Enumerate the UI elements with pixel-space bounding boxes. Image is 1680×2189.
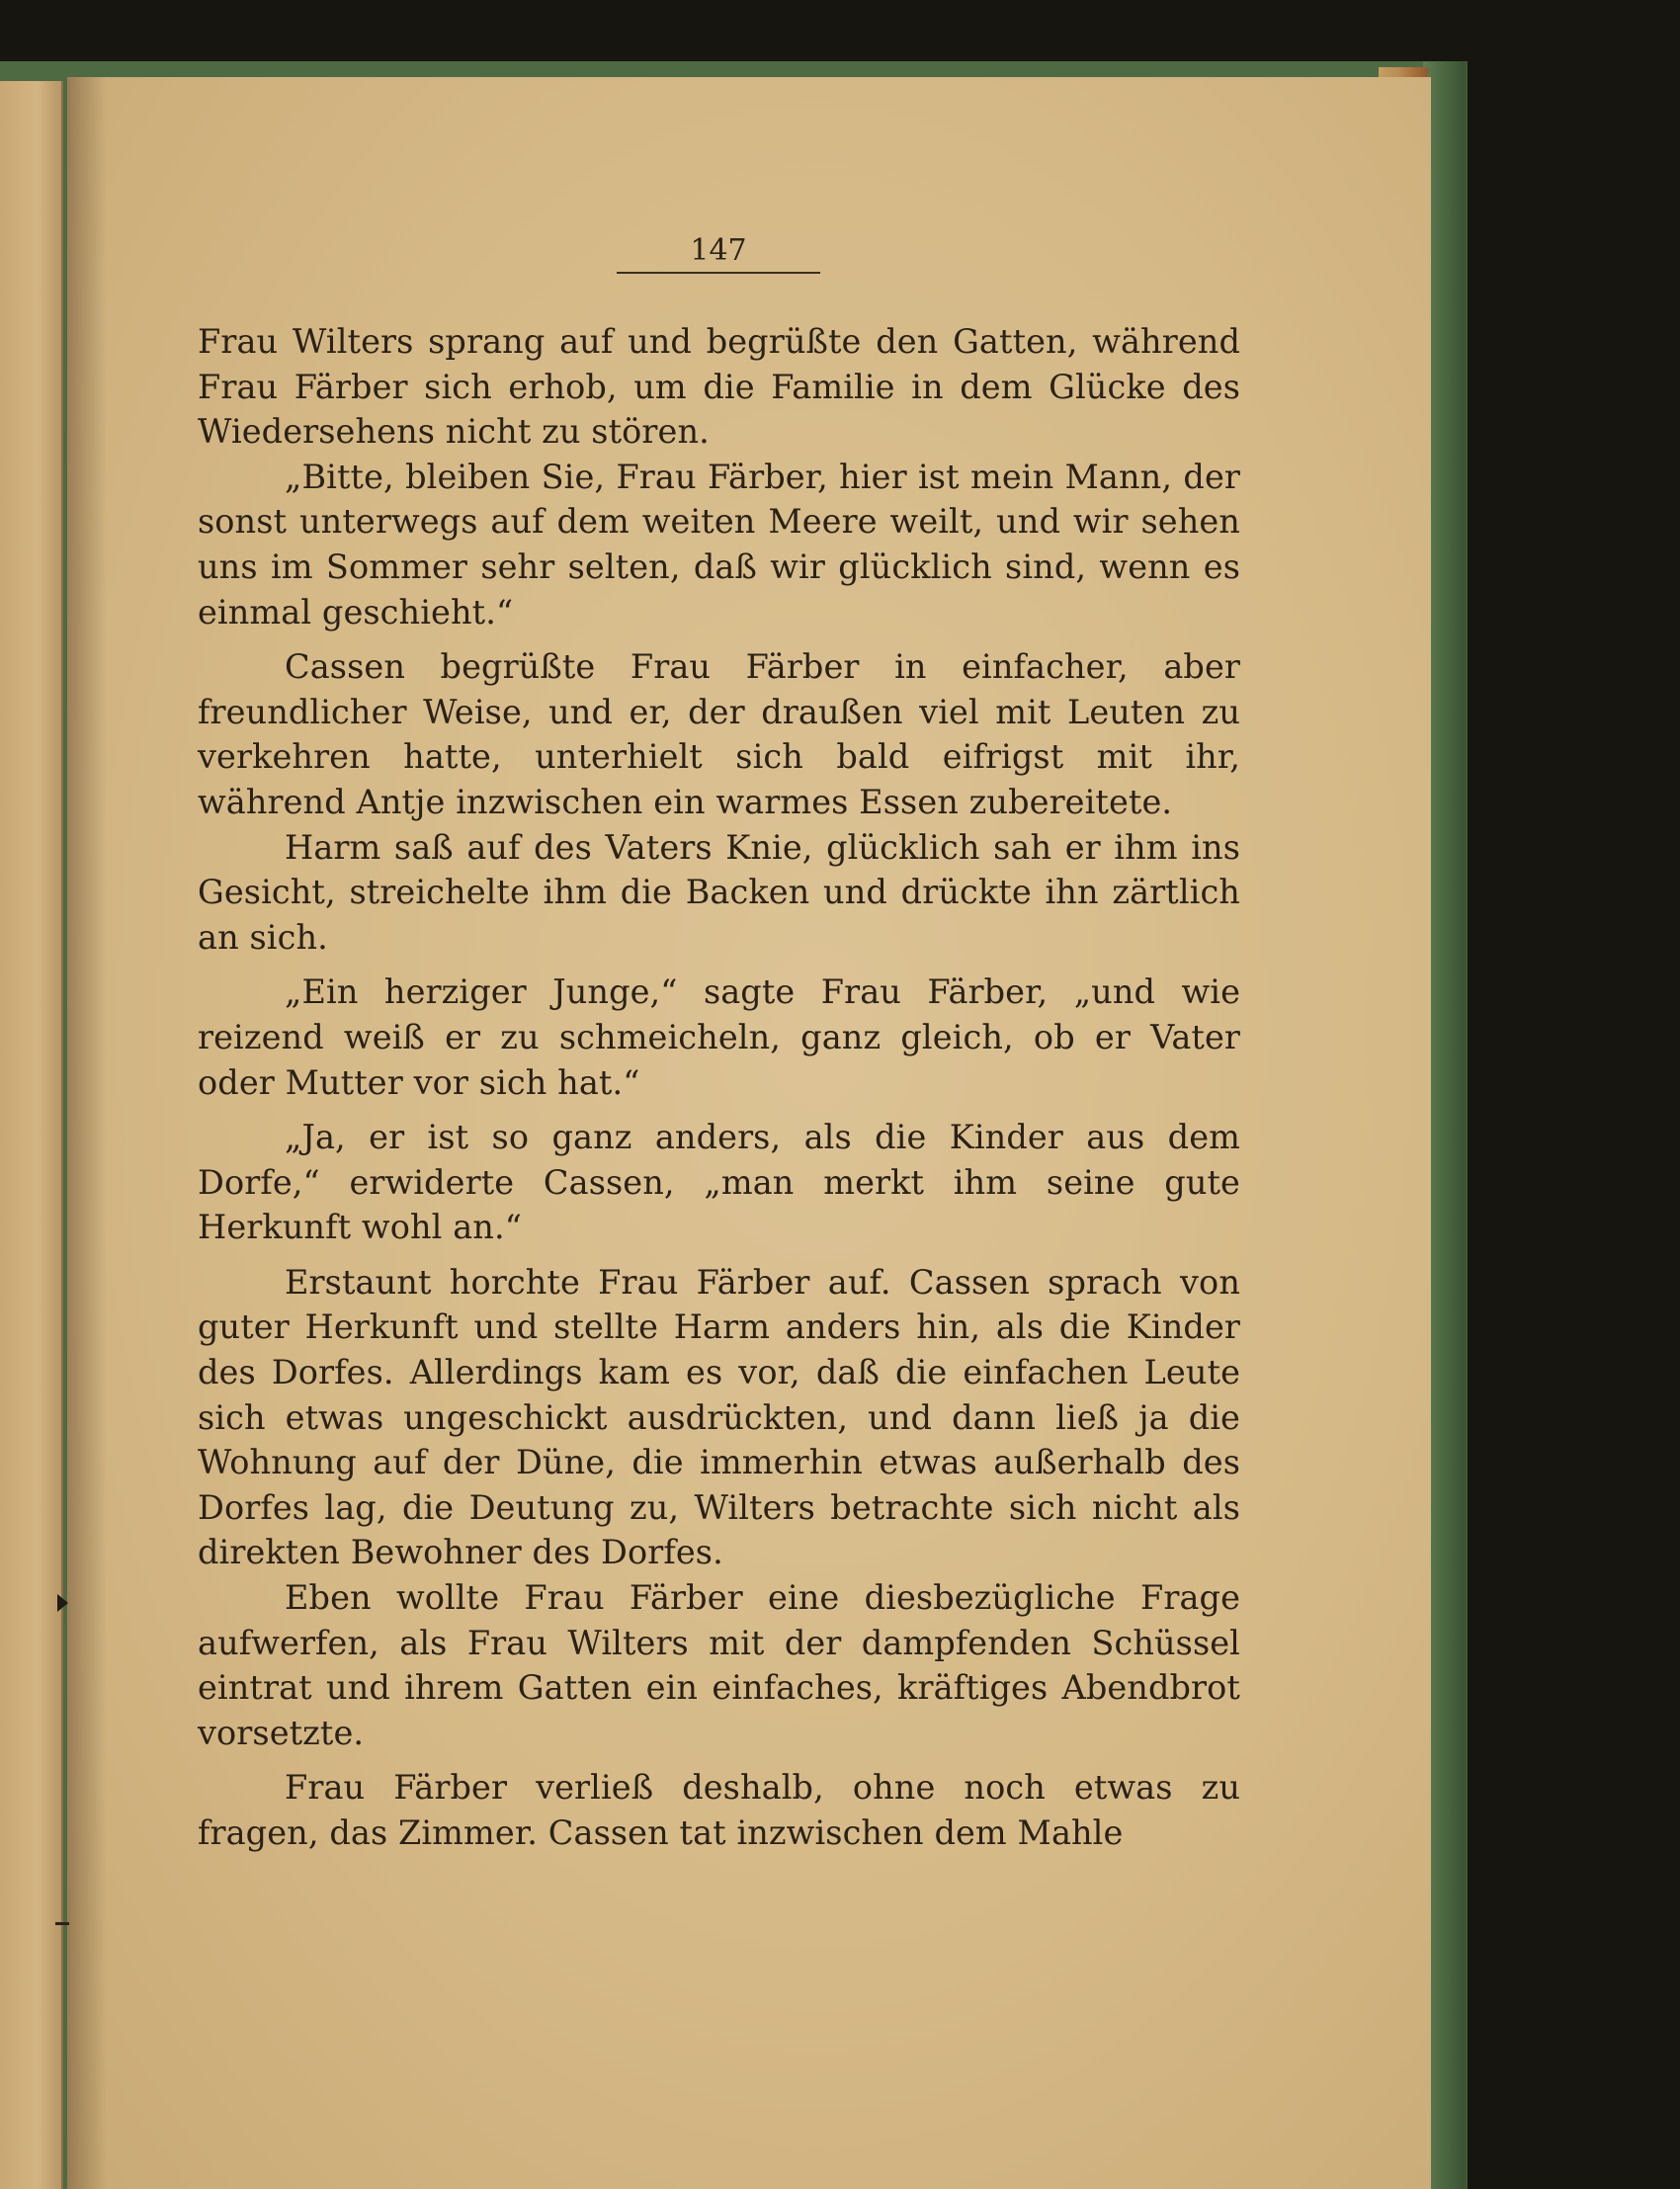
margin-tick-mark [55,1922,69,1925]
paragraph: Erstaunt horchte Frau Färber auf. Cassen sprach von guter Herkunft und stellte Harm anders hin, als die Kinder des Dorfes. Allerdings kam es vor, daß die einfachen Leute sich etwas ungeschickt ausdrückten, und dann ließ ja die Wohnung auf der Düne, die immerhin etwas außerhalb des Dorfes lag, die Deutung zu, Wilters betrachte sich nicht als direkten Bewohner des Dorfes. [198,1262,1240,1572]
page-number-rule [617,272,820,274]
paragraph: Harm saß auf des Vaters Knie, glücklich sah er ihm ins Gesicht, streichelte ihm die Backen und drückte ihn zärtlich an sich. [198,827,1240,957]
paragraph: Eben wollte Frau Färber eine diesbezügliche Frage aufwerfen, als Frau Wilters mit der dampfenden Schüssel eintrat und ihrem Gatten ein einfaches, kräftiges Abendbrot vorsetzte. [198,1578,1240,1752]
paragraph: „Ein herziger Junge,“ sagte Frau Färber, „und wie reizend weiß er zu schmeicheln, ganz gleich, ob er Vater oder Mutter vor sich hat.“ [198,972,1240,1102]
paragraph: „Bitte, bleiben Sie, Frau Färber, hier ist mein Mann, der sonst unterwegs auf dem weiten Meere weilt, und wir sehen uns im Sommer sehr selten, daß wir glücklich sind, wenn es einmal geschieht.“ [198,457,1240,631]
margin-arrow-icon [57,1594,68,1612]
paragraph: Frau Färber verließ deshalb, ohne noch etwas zu fragen, das Zimmer. Cassen tat inzwischen dem Mahle [198,1768,1240,1852]
gutter-shadow [67,77,107,2189]
body-text [198,319,1240,1856]
page-number: 147 [690,233,747,268]
facing-page-edge [0,81,63,2189]
paragraph: Cassen begrüßte Frau Färber in einfacher, aber freundlicher Weise, und er, der draußen viel mit Leuten zu verkehren hatte, unterhielt sich bald eifrigst mit ihr, während Antje inzwischen ein warmes Essen zubereitete. [198,647,1240,821]
paragraph: Frau Wilters sprang auf und begrüßte den Gatten, während Frau Färber sich erhob, um die Familie in dem Glücke des Wiedersehens nicht zu stören. [198,322,1240,452]
paragraph: „Ja, er ist so ganz anders, als die Kinder aus dem Dorfe,“ erwiderte Cassen, „man merkt ihm seine gute Herkunft wohl an.“ [198,1118,1240,1247]
